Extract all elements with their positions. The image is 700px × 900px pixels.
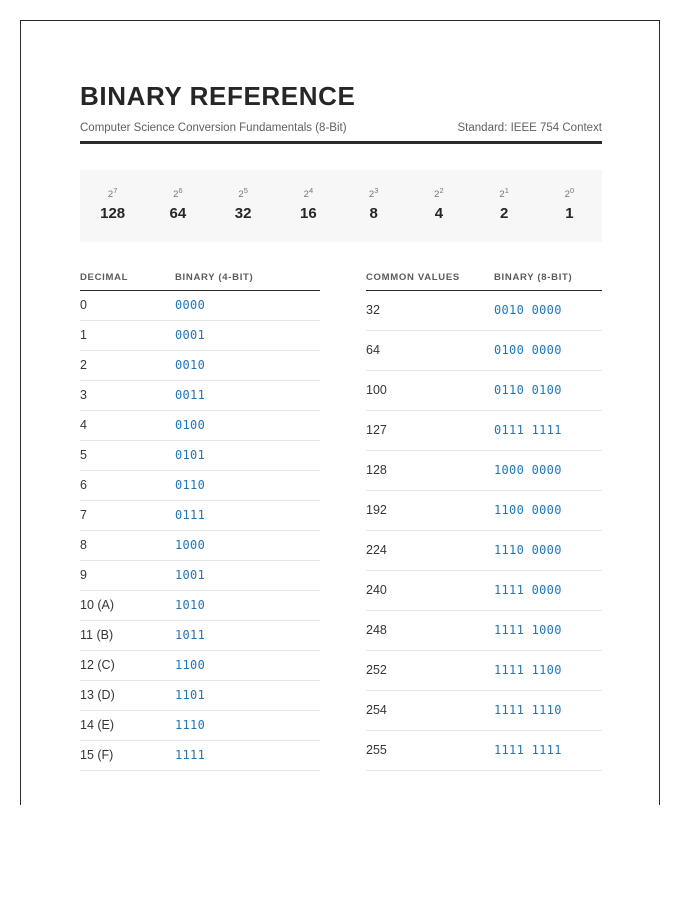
table-row: [366, 530, 602, 570]
table-row: [366, 690, 602, 730]
table-row: [80, 650, 320, 680]
cell-decimal: 1: [80, 320, 175, 350]
cell-binary: 0110: [175, 470, 320, 500]
table-row: [80, 620, 320, 650]
cell-decimal: 7: [80, 500, 175, 530]
cell-decimal: 32: [366, 290, 494, 330]
cell-binary: 0111 1111: [494, 410, 602, 450]
cell-binary: 1111 1000: [494, 610, 602, 650]
power-cell: [145, 185, 210, 223]
power-cell: [211, 185, 276, 223]
cell-binary: 1110: [175, 710, 320, 740]
power-cell: [472, 185, 537, 223]
cell-decimal: 127: [366, 410, 494, 450]
cell-binary: 1000 0000: [494, 450, 602, 490]
table-row: [80, 740, 320, 770]
power-value: 1: [565, 205, 574, 223]
cell-binary: 1010: [175, 590, 320, 620]
table-row: [80, 680, 320, 710]
cell-decimal: 9: [80, 560, 175, 590]
cell-decimal: 8: [80, 530, 175, 560]
cell-binary: 0100: [175, 410, 320, 440]
power-exponent: $2^3$: [368, 185, 379, 200]
power-value: 64: [169, 205, 187, 223]
power-exponent: $2^0$: [564, 185, 575, 200]
cell-binary: 0111: [175, 500, 320, 530]
table-row: [80, 590, 320, 620]
power-cell: [406, 185, 471, 223]
decimal-to-4bit-table: [80, 272, 320, 771]
cell-binary: 1111 1110: [494, 690, 602, 730]
cell-decimal: 0: [80, 290, 175, 320]
table-row: [366, 650, 602, 690]
cell-decimal: 6: [80, 470, 175, 500]
cell-decimal: 4: [80, 410, 175, 440]
cell-binary: 1110 0000: [494, 530, 602, 570]
cell-decimal: 13 (D): [80, 680, 175, 710]
table-row: [366, 370, 602, 410]
table-row: [80, 500, 320, 530]
power-cell: [341, 185, 406, 223]
table-row: [80, 710, 320, 740]
power-value: 4: [434, 205, 444, 223]
table-header-row: [80, 272, 320, 291]
page-title: BINARY REFERENCE: [80, 81, 356, 111]
cell-binary: 1111 1111: [494, 730, 602, 770]
power-value: 128: [100, 205, 126, 223]
power-exponent: $2^2$: [434, 185, 444, 200]
cell-decimal: 128: [366, 450, 494, 490]
conversion-tables: [80, 272, 602, 771]
power-cell: [537, 185, 602, 223]
table-row: [80, 440, 320, 470]
table-row: [80, 290, 320, 320]
table-row: [366, 330, 602, 370]
table-header-row: [366, 272, 602, 291]
table-row: [366, 290, 602, 330]
header-divider: [80, 141, 602, 144]
cell-decimal: 11 (B): [80, 620, 175, 650]
cell-binary: 1100: [175, 650, 320, 680]
left-table-body: [80, 290, 320, 770]
cell-decimal: 3: [80, 380, 175, 410]
cell-decimal: 192: [366, 490, 494, 530]
cell-binary: 0010: [175, 350, 320, 380]
power-exponent: $2^6$: [173, 185, 183, 200]
power-value: 8: [369, 205, 378, 223]
cell-binary: 0110 0100: [494, 370, 602, 410]
cell-binary: 1000: [175, 530, 320, 560]
power-value: 16: [300, 205, 317, 223]
cell-binary: 1001: [175, 560, 320, 590]
cell-decimal: 2: [80, 350, 175, 380]
table-row: [80, 410, 320, 440]
column-header-common-values: COMMON VALUES: [366, 272, 494, 291]
cell-binary: 1111 1100: [494, 650, 602, 690]
cell-binary: 1100 0000: [494, 490, 602, 530]
cell-binary: 1101: [175, 680, 320, 710]
table-row: [80, 380, 320, 410]
cell-decimal: 254: [366, 690, 494, 730]
cell-binary: 0101: [175, 440, 320, 470]
table-row: [80, 560, 320, 590]
power-exponent: $2^4$: [303, 185, 314, 200]
cell-decimal: 252: [366, 650, 494, 690]
cell-decimal: 14 (E): [80, 710, 175, 740]
column-header-binary: BINARY (8-BIT): [494, 272, 602, 291]
cell-decimal: 248: [366, 610, 494, 650]
cell-decimal: 255: [366, 730, 494, 770]
power-cell: [276, 185, 341, 223]
column-header-decimal: DECIMAL: [80, 272, 175, 291]
table-row: [366, 610, 602, 650]
cell-decimal: 224: [366, 530, 494, 570]
power-value: 2: [499, 205, 509, 223]
column-header-binary: BINARY (4-BIT): [175, 272, 320, 291]
table-row: [80, 530, 320, 560]
cell-decimal: 100: [366, 370, 494, 410]
subtitle-row: [80, 122, 602, 134]
subtitle-description: Computer Science Conversion Fundamentals (8-Bit): [80, 121, 347, 134]
cell-binary: 1011: [175, 620, 320, 650]
cell-binary: 0011: [175, 380, 320, 410]
cell-decimal: 64: [366, 330, 494, 370]
right-table-body: [366, 290, 602, 770]
power-exponent: $2^1$: [499, 185, 509, 200]
subtitle-standard: Standard: IEEE 754 Context: [457, 121, 602, 134]
cell-binary: 0100 0000: [494, 330, 602, 370]
power-value: 32: [234, 205, 252, 223]
power-exponent: $2^7$: [107, 185, 118, 200]
cell-decimal: 15 (F): [80, 740, 175, 770]
table-row: [80, 470, 320, 500]
cell-binary: 0001: [175, 320, 320, 350]
cell-binary: 1111: [175, 740, 320, 770]
table-row: [366, 410, 602, 450]
cell-binary: 0010 0000: [494, 290, 602, 330]
document-content: [80, 20, 602, 771]
power-exponent: $2^5$: [238, 185, 248, 200]
cell-decimal: 240: [366, 570, 494, 610]
cell-decimal: 12 (C): [80, 650, 175, 680]
table-row: [366, 450, 602, 490]
power-cell: [80, 185, 145, 223]
table-row: [366, 490, 602, 530]
powers-of-two-panel: [80, 170, 602, 242]
table-row: [366, 730, 602, 770]
cell-binary: 1111 0000: [494, 570, 602, 610]
common-values-8bit-table: [366, 272, 602, 771]
cell-binary: 0000: [175, 290, 320, 320]
table-row: [366, 570, 602, 610]
table-row: [80, 350, 320, 380]
cell-decimal: 10 (A): [80, 590, 175, 620]
cell-decimal: 5: [80, 440, 175, 470]
table-row: [80, 320, 320, 350]
